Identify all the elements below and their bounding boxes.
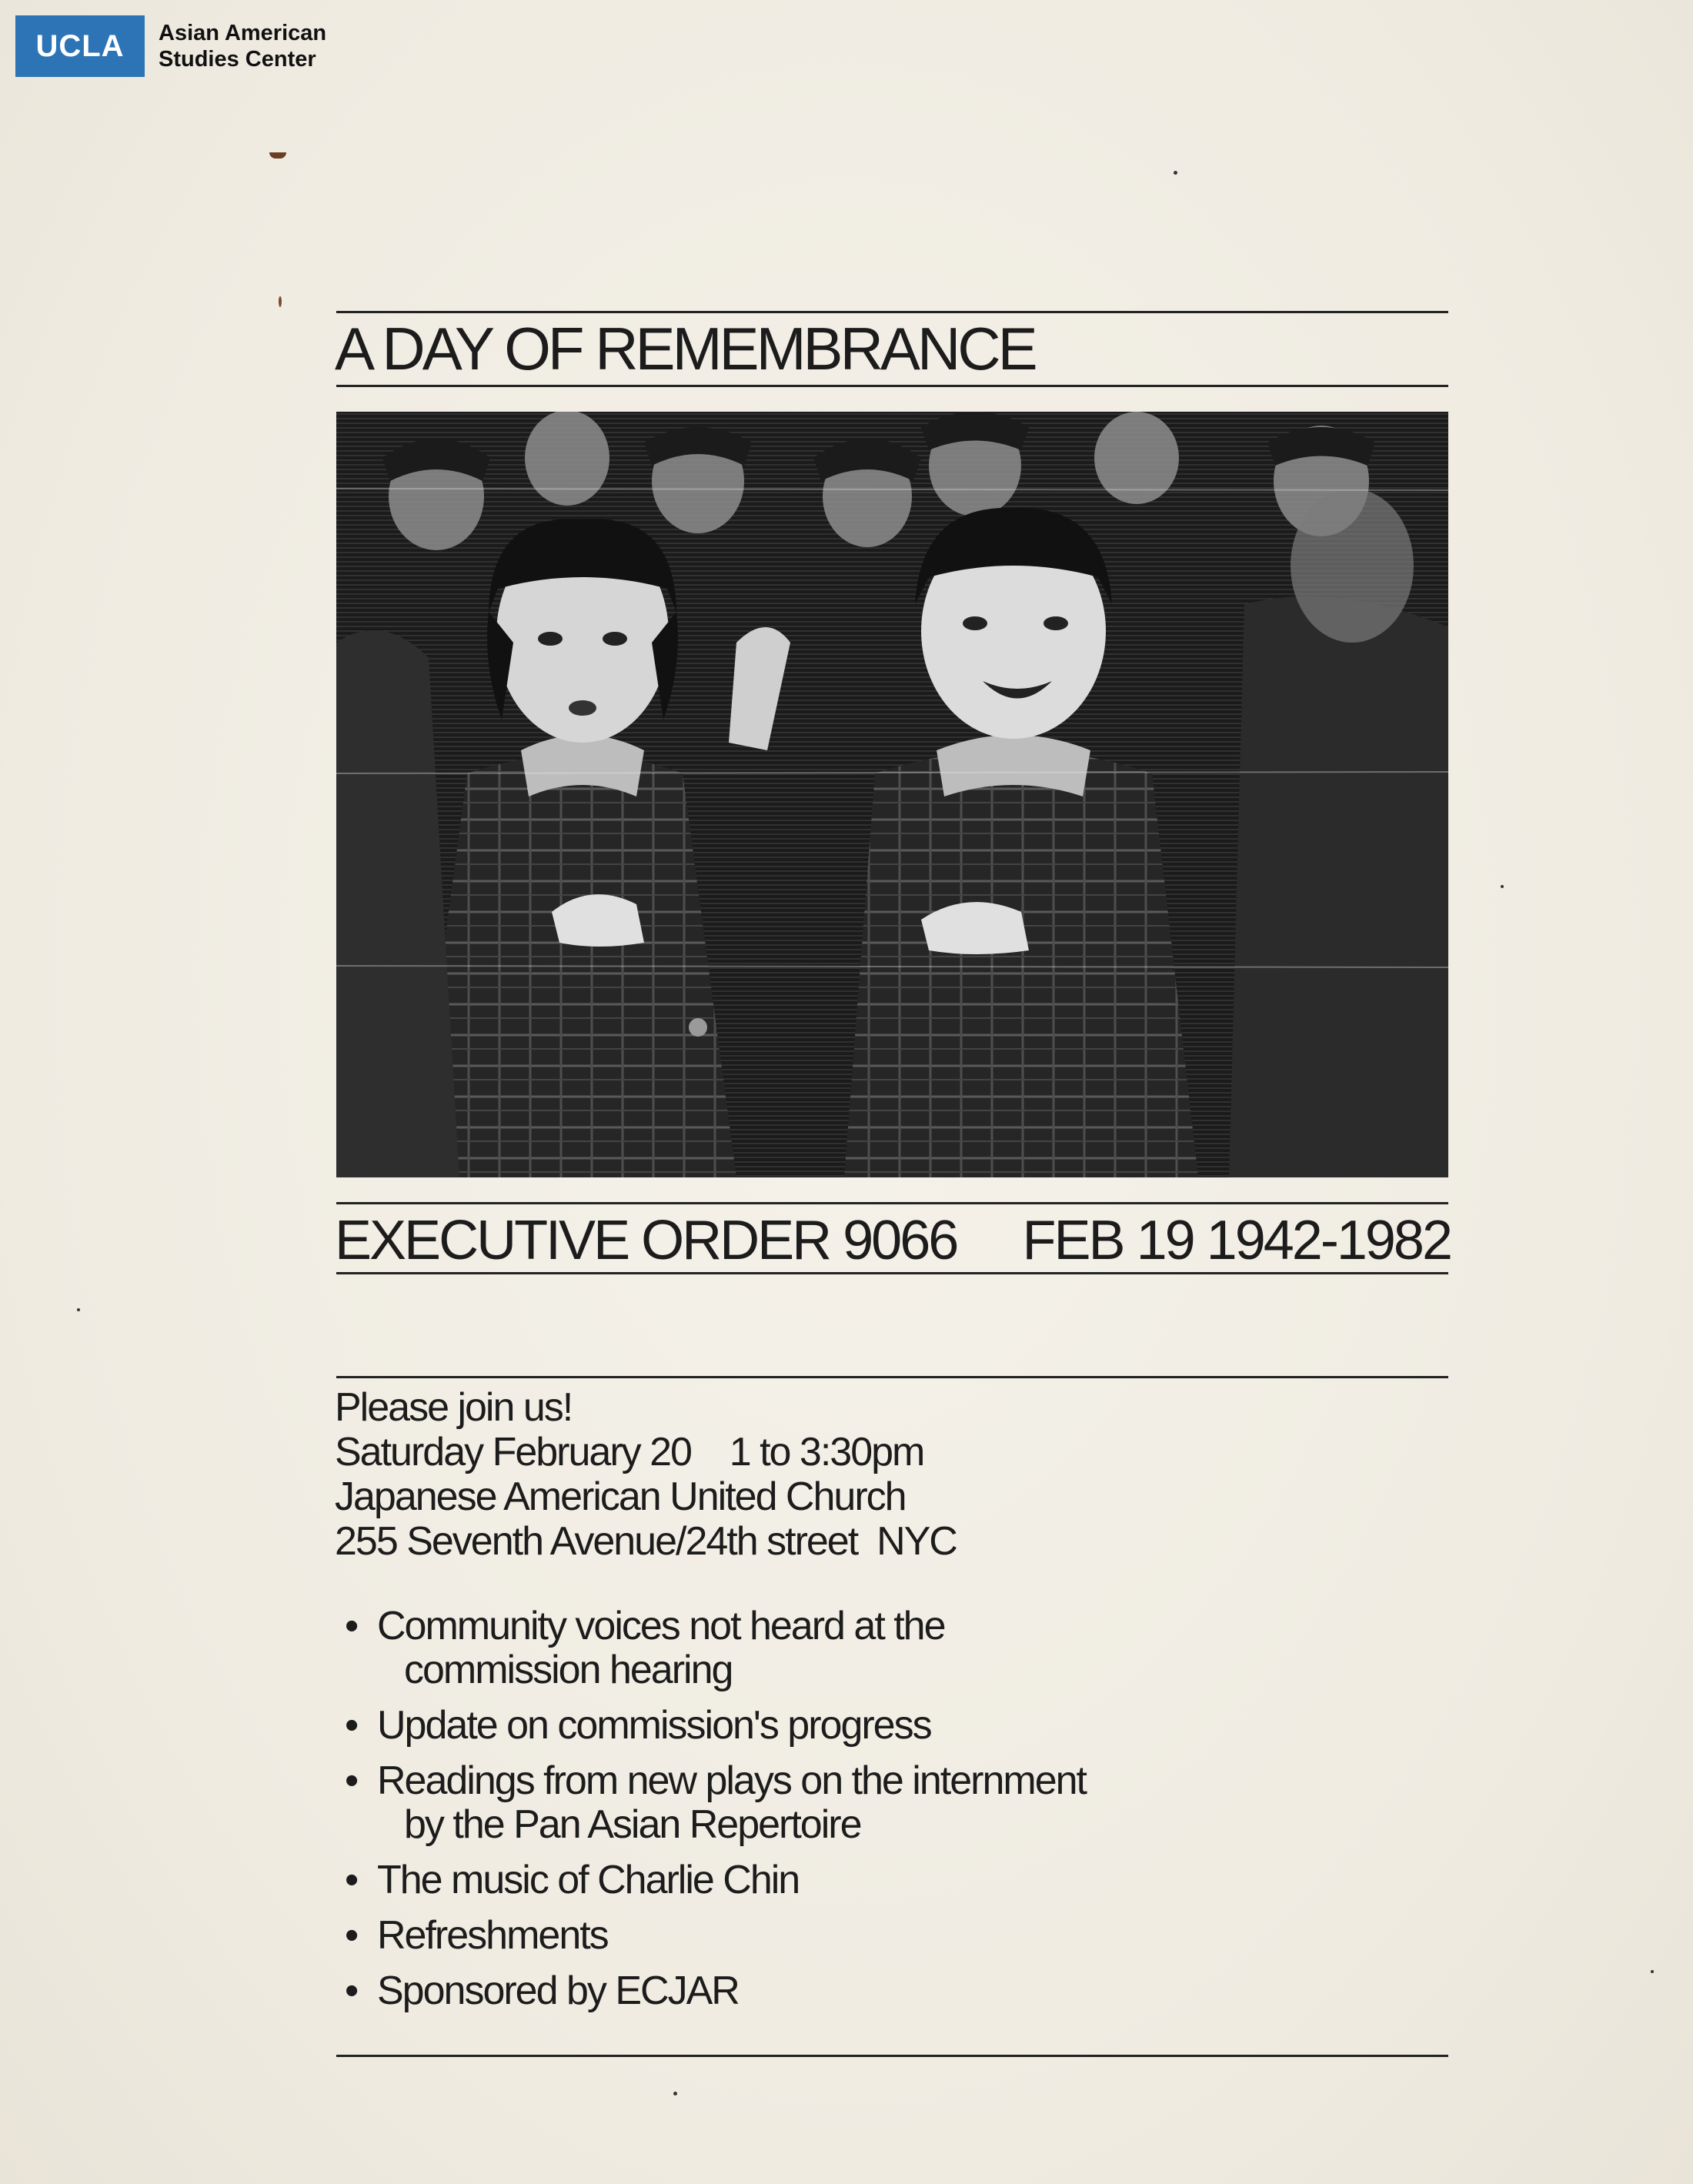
paper-mark bbox=[1174, 171, 1177, 175]
rule-bottom bbox=[336, 2055, 1448, 2057]
flyer-title: A DAY OF REMEMBRANCE bbox=[335, 315, 1035, 382]
bullet-icon: • bbox=[345, 1703, 358, 1748]
center-name-line2: Studies Center bbox=[159, 47, 316, 72]
invite-text: Please join us! bbox=[335, 1385, 573, 1430]
paper-mark bbox=[1651, 1970, 1654, 1973]
rule-under-title bbox=[336, 385, 1448, 387]
center-name-line1: Asian American bbox=[159, 21, 327, 45]
list-item-line: Community voices not heard at the bbox=[377, 1604, 945, 1648]
order-dates: FEB 19 1942-1982 bbox=[1022, 1210, 1451, 1271]
list-item bbox=[345, 1914, 1445, 1958]
order-line bbox=[335, 1204, 1451, 1277]
event-info bbox=[335, 1385, 1451, 1564]
list-item-line: Update on commission's progress bbox=[377, 1703, 931, 1748]
list-item-line: Refreshments bbox=[377, 1913, 608, 1958]
bullet-icon: • bbox=[345, 1858, 358, 1902]
list-item bbox=[345, 1605, 1445, 1692]
list-item-line: commission hearing bbox=[404, 1648, 733, 1692]
paper-mark bbox=[673, 2092, 677, 2096]
bullet-icon: • bbox=[345, 1758, 358, 1803]
event-address: 255 Seventh Avenue/24th street NYC bbox=[335, 1519, 957, 1564]
list-item-line: The music of Charlie Chin bbox=[377, 1858, 800, 1902]
list-item-line: by the Pan Asian Repertoire bbox=[404, 1802, 861, 1847]
ucla-badge: UCLA bbox=[15, 15, 145, 77]
rule-top bbox=[336, 311, 1448, 313]
paper-mark bbox=[77, 1308, 80, 1311]
list-item-line: Readings from new plays on the internment bbox=[377, 1758, 1086, 1803]
program-list bbox=[345, 1605, 1445, 2025]
bullet-icon: • bbox=[345, 1969, 358, 2013]
event-date-time: Saturday February 20 1 to 3:30pm bbox=[335, 1430, 924, 1474]
center-name bbox=[159, 20, 326, 72]
bullet-icon: • bbox=[345, 1604, 358, 1648]
event-venue: Japanese American United Church bbox=[335, 1474, 906, 1519]
children-photo-graphic bbox=[336, 412, 1448, 1177]
list-item bbox=[345, 1858, 1445, 1902]
list-item bbox=[345, 1759, 1445, 1847]
rule-under-order bbox=[336, 1272, 1448, 1274]
list-item bbox=[345, 1969, 1445, 2013]
ucla-logo bbox=[15, 15, 326, 77]
executive-order: EXECUTIVE ORDER 9066 bbox=[335, 1210, 957, 1271]
list-item-line: Sponsored by ECJAR bbox=[377, 1969, 739, 2013]
rule-above-info bbox=[336, 1376, 1448, 1378]
paper-mark bbox=[279, 296, 282, 307]
bullet-icon: • bbox=[345, 1913, 358, 1958]
list-item bbox=[345, 1704, 1445, 1748]
paper-mark bbox=[1501, 885, 1504, 888]
children-photo bbox=[336, 412, 1448, 1177]
